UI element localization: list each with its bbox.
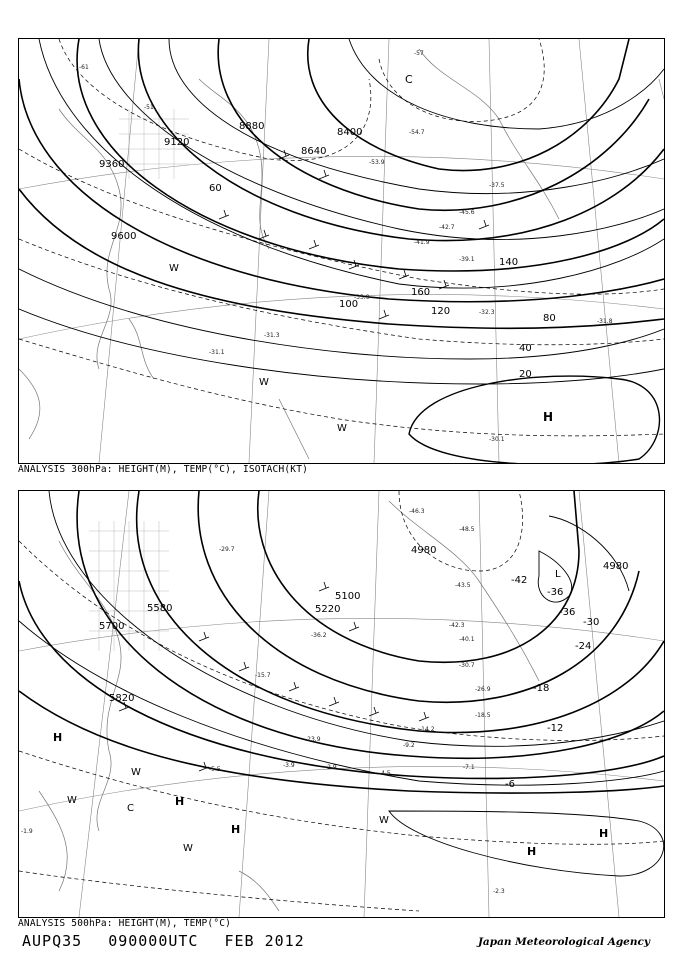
svg-text:-39.1: -39.1 (459, 256, 475, 263)
warm-marker: W (169, 263, 179, 274)
height-label: 5820 (109, 693, 135, 704)
high-pressure-marker: H (175, 795, 185, 808)
svg-text:-29.7: -29.7 (219, 546, 235, 553)
svg-text:-45.6: -45.6 (459, 209, 475, 216)
isotach-label: 80 (543, 313, 556, 324)
isotherm-label: -42 (511, 575, 528, 586)
warm-marker: W (131, 767, 141, 778)
isotherm-contours (19, 491, 664, 876)
warm-marker: W (67, 795, 77, 806)
isotach-label: 100 (339, 299, 359, 310)
warm-marker: W (379, 815, 389, 826)
svg-text:-43.5: -43.5 (455, 582, 471, 589)
svg-text:-5.5: -5.5 (209, 766, 221, 773)
isotherm-label: -6 (505, 779, 515, 790)
height-label: 8880 (239, 121, 265, 132)
svg-text:-51: -51 (144, 104, 154, 111)
chart-identifier (22, 932, 331, 950)
height-label: 9600 (111, 231, 137, 242)
height-label: 5580 (147, 603, 173, 614)
high-pressure-contour (409, 376, 659, 463)
low-pressure-marker: L (555, 569, 561, 580)
svg-text:-3.9: -3.9 (283, 762, 295, 769)
isotherm-label: -18 (533, 683, 550, 694)
svg-text:-48.5: -48.5 (459, 526, 475, 533)
isotherm-label: -24 (575, 641, 592, 652)
svg-text:-18.5: -18.5 (475, 712, 491, 719)
isotherm-label: -12 (547, 723, 564, 734)
valid-time: 090000UTC (108, 932, 199, 950)
height-label: 8400 (337, 127, 363, 138)
high-pressure-marker: H (599, 827, 609, 840)
warm-marker: W (337, 423, 347, 434)
svg-text:-4.5: -4.5 (379, 770, 391, 777)
height-label: 4980 (411, 545, 437, 556)
isotherm-label: -36 (559, 607, 576, 618)
warm-marker: W (183, 843, 193, 854)
svg-text:-1.9: -1.9 (21, 828, 33, 835)
svg-text:-14.2: -14.2 (419, 726, 435, 733)
isotach-label: 20 (519, 369, 532, 380)
svg-text:-2.9: -2.9 (325, 764, 337, 771)
svg-text:-2.3: -2.3 (493, 888, 505, 895)
height-label: 4980 (603, 561, 629, 572)
svg-text:-40.1: -40.1 (459, 636, 475, 643)
svg-text:-26.9: -26.9 (475, 686, 491, 693)
svg-text:-30.7: -30.7 (459, 662, 475, 669)
isotach-label: 60 (209, 183, 222, 194)
svg-text:-31.3: -31.3 (264, 332, 280, 339)
caption-300hpa: ANALYSIS 300hPa: HEIGHT(M), TEMP(°C), ISOTACH(KT) (18, 464, 309, 475)
svg-text:-57: -57 (414, 50, 424, 57)
coastlines (19, 49, 559, 459)
valid-date: FEB 2012 (224, 932, 305, 950)
svg-text:-15.7: -15.7 (255, 672, 271, 679)
svg-text:-46.3: -46.3 (409, 508, 425, 515)
svg-text:-61: -61 (79, 64, 89, 71)
svg-text:-54.7: -54.7 (409, 129, 425, 136)
svg-text:-42.3: -42.3 (449, 622, 465, 629)
svg-text:-42.7: -42.7 (439, 224, 455, 231)
isotach-label: 120 (431, 306, 451, 317)
svg-text:-9.2: -9.2 (403, 742, 415, 749)
svg-text:-7.1: -7.1 (463, 764, 475, 771)
caption-500hpa: ANALYSIS 500hPa: HEIGHT(M), TEMP(°C) (18, 918, 232, 929)
height-label: 9360 (99, 159, 125, 170)
svg-text:-23.9: -23.9 (305, 736, 321, 743)
cold-marker: C (405, 73, 413, 86)
graticule (19, 39, 664, 463)
high-pressure-marker: H (53, 731, 63, 744)
high-pressure-marker: H (543, 410, 554, 424)
temperature-labels (79, 50, 613, 443)
svg-text:-41.9: -41.9 (414, 239, 430, 246)
svg-text:-30.1: -30.1 (489, 436, 505, 443)
svg-text:-31.1: -31.1 (209, 349, 225, 356)
height-label: 8640 (301, 146, 327, 157)
map-500hpa-chart (19, 491, 664, 917)
svg-text:-53.9: -53.9 (369, 159, 385, 166)
height-label: 5100 (335, 591, 361, 602)
height-label: 9120 (164, 137, 190, 148)
warm-marker: W (259, 377, 269, 388)
agency-name: Japan Meteorological Agency (477, 936, 650, 948)
chart-code: AUPQ35 (22, 932, 83, 950)
isotach-label: 40 (519, 343, 532, 354)
cold-marker: C (127, 803, 134, 814)
map-300hpa-chart (19, 39, 664, 463)
svg-text:-36.2: -36.2 (311, 632, 327, 639)
svg-text:-32.3: -32.3 (479, 309, 495, 316)
isotach-label: 160 (411, 287, 431, 298)
isotach-contours (19, 39, 664, 384)
svg-text:-33.9: -33.9 (354, 294, 370, 301)
isotherm-label: -30 (583, 617, 600, 628)
graticule (19, 491, 664, 917)
height-label: 5220 (315, 604, 341, 615)
map-300hpa (18, 38, 665, 464)
map-500hpa (18, 490, 665, 918)
svg-text:-31.8: -31.8 (597, 318, 613, 325)
height-label: 5700 (99, 621, 125, 632)
svg-text:-37.5: -37.5 (489, 182, 505, 189)
high-pressure-marker: H (231, 823, 241, 836)
isotach-label: 140 (499, 257, 519, 268)
high-pressure-marker: H (527, 845, 537, 858)
height-contours (19, 491, 664, 793)
isotherm-label: -36 (547, 587, 564, 598)
